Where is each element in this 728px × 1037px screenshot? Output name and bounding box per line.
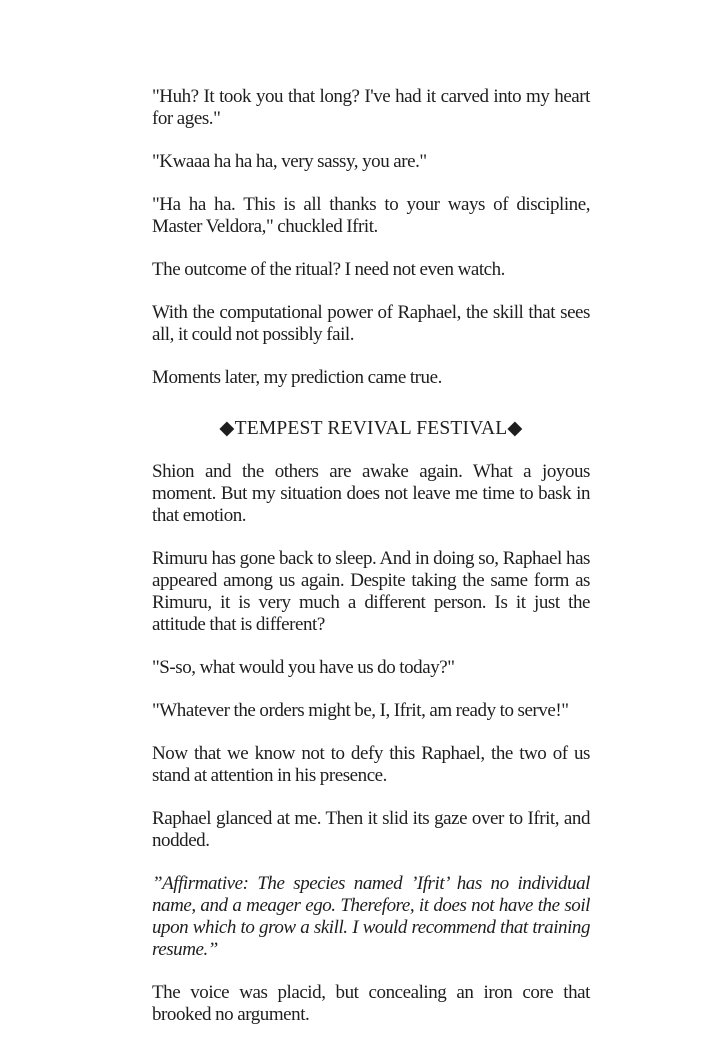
paragraph: "S-so, what would you have us do today?" — [152, 657, 455, 678]
paragraph: With the computational power of Raphael, the skill that sees all, it could not possibly fail. — [152, 302, 590, 345]
paragraph: Raphael glanced at me. Then it slid its gaze over to Ifrit, and nodded. — [152, 808, 590, 851]
paragraph: "Whatever the orders might be, I, Ifrit, am ready to serve!" — [152, 700, 569, 721]
paragraph: The outcome of the ritual? I need not even watch. — [152, 259, 505, 280]
paragraph: "Kwaaa ha ha ha, very sassy, you are." — [152, 151, 427, 172]
text-block — [152, 86, 590, 1037]
paragraph: "Huh? It took you that long? I've had it carved into my heart for ages." — [152, 86, 590, 129]
paragraph: Rimuru has gone back to sleep. And in doing so, Raphael has appeared among us again. Despite taking the same form as Rimuru, it is very much a different person. Is it just the attitude that is different? — [152, 548, 590, 635]
paragraph: Now that we know not to defy this Raphael, the two of us stand at attention in his presence. — [152, 743, 590, 786]
skill-voice-paragraph: ”Affirmative: The species named ’Ifrit’ has no individual name, and a meager ego. Therefore, it does not have the soil upon which to grow a skill. I would recommend that training resume.” — [152, 873, 590, 960]
paragraph: "Ha ha ha. This is all thanks to your ways of discipline, Master Veldora," chuckled Ifrit. — [152, 194, 590, 237]
paragraph: The voice was placid, but concealing an iron core that brooked no argument. — [152, 982, 590, 1025]
paragraph: Moments later, my prediction came true. — [152, 367, 442, 388]
section-heading: ◆TEMPEST REVIVAL FESTIVAL◆ — [219, 418, 523, 439]
paragraph: Shion and the others are awake again. What a joyous moment. But my situation does not leave me time to bask in that emotion. — [152, 461, 590, 526]
